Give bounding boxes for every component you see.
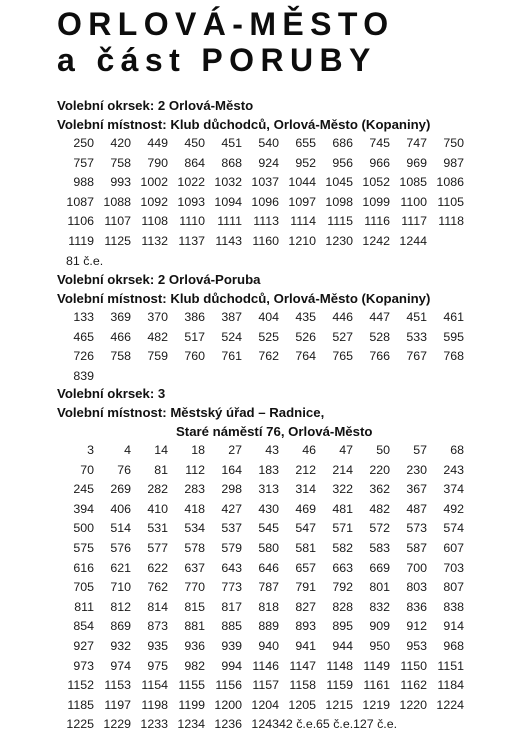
polling-room-heading: Volební místnost: Městský úřad – Radnice, bbox=[57, 405, 325, 420]
house-number: 1094 bbox=[214, 194, 242, 209]
house-number: 1156 bbox=[215, 678, 242, 693]
house-number: 1229 bbox=[103, 717, 131, 732]
house-number: 582 bbox=[332, 540, 353, 555]
house-number: 1044 bbox=[288, 175, 316, 190]
house-number: 220 bbox=[369, 462, 390, 477]
house-number: 993 bbox=[110, 175, 131, 190]
house-number: 524 bbox=[221, 329, 242, 344]
house-number: 607 bbox=[443, 540, 464, 555]
house-number: 790 bbox=[147, 155, 168, 170]
house-number: 710 bbox=[110, 580, 131, 595]
house-number: 1148 bbox=[326, 658, 353, 673]
house-number: 838 bbox=[443, 599, 464, 614]
house-number: 461 bbox=[443, 310, 464, 324]
house-number: 832 bbox=[369, 599, 390, 614]
house-number: 580 bbox=[258, 540, 279, 555]
house-number: 988 bbox=[73, 175, 94, 190]
house-number: 801 bbox=[369, 580, 390, 595]
house-number: 531 bbox=[147, 521, 168, 536]
house-number: 57 bbox=[413, 443, 427, 457]
house-number: 803 bbox=[406, 580, 427, 595]
house-number: 404 bbox=[258, 310, 279, 324]
house-number: 1052 bbox=[362, 175, 390, 190]
house-number: 807 bbox=[443, 580, 464, 595]
house-number: 762 bbox=[258, 349, 279, 364]
house-number: 792 bbox=[332, 580, 353, 595]
house-number: 622 bbox=[147, 560, 168, 575]
house-number: 1159 bbox=[326, 678, 353, 693]
house-number: 1110 bbox=[179, 214, 205, 229]
house-number: 1100 bbox=[400, 194, 427, 209]
house-number: 46 bbox=[302, 443, 316, 457]
house-number: 1117 bbox=[401, 214, 427, 229]
house-number: 1219 bbox=[362, 697, 390, 712]
house-number: 1143 bbox=[215, 233, 242, 248]
house-number: 1115 bbox=[327, 214, 353, 229]
house-number: 1002 bbox=[140, 175, 168, 190]
house-number: 969 bbox=[406, 155, 427, 170]
house-number: 966 bbox=[369, 155, 390, 170]
house-number: 450 bbox=[184, 136, 205, 150]
house-number: 578 bbox=[184, 540, 205, 555]
house-number: 637 bbox=[184, 560, 205, 575]
house-number: 245 bbox=[73, 482, 94, 497]
house-number: 817 bbox=[221, 599, 242, 614]
house-number: 1022 bbox=[177, 175, 205, 190]
house-number: 827 bbox=[295, 599, 316, 614]
house-number: 768 bbox=[443, 349, 464, 364]
house-number: 941 bbox=[295, 638, 316, 653]
house-number: 1210 bbox=[288, 233, 316, 248]
house-number: 367 bbox=[406, 482, 427, 497]
house-number: 1197 bbox=[104, 697, 131, 712]
house-number: 1098 bbox=[325, 194, 353, 209]
house-number: 646 bbox=[258, 560, 279, 575]
house-number: 952 bbox=[295, 155, 316, 170]
house-number: 571 bbox=[332, 521, 353, 536]
house-number: 1032 bbox=[214, 175, 242, 190]
house-number: 1230 bbox=[325, 233, 353, 248]
house-number: 410 bbox=[147, 501, 168, 516]
house-number: 703 bbox=[443, 560, 464, 575]
house-number: 760 bbox=[184, 349, 205, 364]
house-number: 869 bbox=[110, 619, 131, 634]
house-number: 250 bbox=[73, 136, 94, 150]
house-number: 528 bbox=[369, 329, 390, 344]
house-number: 465 bbox=[73, 329, 94, 344]
house-number: 1162 bbox=[400, 678, 427, 693]
house-number: 1099 bbox=[362, 194, 390, 209]
house-number: 394 bbox=[73, 501, 94, 516]
section-district-2-poruba bbox=[57, 270, 497, 386]
house-number: 581 bbox=[295, 540, 316, 555]
house-number: 314 bbox=[295, 482, 316, 497]
house-number: 1199 bbox=[178, 697, 205, 712]
house-number: 1111 bbox=[217, 214, 242, 229]
house-number: 924 bbox=[258, 155, 279, 170]
house-number: 1184 bbox=[437, 678, 464, 693]
house-number: 1234 bbox=[177, 717, 205, 732]
house-number: 469 bbox=[295, 501, 316, 516]
house-number: 1152 bbox=[67, 678, 94, 693]
house-number: 767 bbox=[406, 349, 427, 364]
house-number: 418 bbox=[184, 501, 205, 516]
house-number: 750 bbox=[443, 136, 464, 150]
house-number: 164 bbox=[221, 462, 242, 477]
house-number: 762 bbox=[147, 580, 168, 595]
house-number: 994 bbox=[221, 658, 242, 673]
house-number: 1113 bbox=[253, 214, 279, 229]
house-number: 968 bbox=[443, 638, 464, 653]
house-number: 1105 bbox=[437, 194, 464, 209]
house-number: 446 bbox=[332, 310, 353, 324]
page-title-line1: ORLOVÁ-MĚSTO bbox=[57, 6, 395, 42]
house-number: 362 bbox=[369, 482, 390, 497]
house-number: 369 bbox=[110, 310, 131, 324]
house-number: 973 bbox=[73, 658, 94, 673]
house-number: 1085 bbox=[399, 175, 427, 190]
polling-room-address: Staré náměstí 76, Orlová-Město bbox=[176, 424, 373, 439]
house-number: 451 bbox=[406, 310, 427, 324]
house-number: 758 bbox=[110, 349, 131, 364]
house-number: 1087 bbox=[66, 194, 94, 209]
house-number: 974 bbox=[110, 658, 131, 673]
district-heading: Volební okrsek: 3 bbox=[57, 386, 166, 401]
house-number: 1037 bbox=[251, 175, 279, 190]
house-number: 243 bbox=[443, 462, 464, 477]
house-number: 43 bbox=[265, 443, 279, 457]
house-number: 839 bbox=[73, 368, 94, 383]
house-number: 828 bbox=[332, 599, 353, 614]
house-number: 42 č.e. bbox=[279, 717, 317, 732]
house-number: 1045 bbox=[325, 175, 353, 190]
house-number: 587 bbox=[406, 540, 427, 555]
house-number: 1086 bbox=[436, 175, 464, 190]
house-number: 3 bbox=[87, 443, 94, 457]
house-number: 705 bbox=[73, 580, 94, 595]
house-number: 283 bbox=[184, 482, 205, 497]
house-number: 1116 bbox=[364, 214, 390, 229]
house-number: 545 bbox=[258, 521, 279, 536]
house-number: 573 bbox=[406, 521, 427, 536]
house-number: 868 bbox=[221, 155, 242, 170]
house-number: 893 bbox=[295, 619, 316, 634]
house-number: 466 bbox=[110, 329, 131, 344]
house-number: 70 bbox=[80, 462, 94, 477]
house-number: 1108 bbox=[141, 214, 168, 229]
house-number: 1137 bbox=[178, 233, 205, 248]
polling-room-heading: Volební místnost: Klub důchodců, Orlová-Město (Kopaniny) bbox=[57, 291, 431, 306]
house-number: 812 bbox=[110, 599, 131, 614]
house-number: 757 bbox=[73, 155, 94, 170]
house-number: 811 bbox=[74, 599, 94, 614]
house-number: 643 bbox=[221, 560, 242, 575]
house-number: 1096 bbox=[251, 194, 279, 209]
house-number: 4 bbox=[124, 443, 131, 457]
house-number: 864 bbox=[184, 155, 205, 170]
house-number: 940 bbox=[258, 638, 279, 653]
house-number: 655 bbox=[295, 136, 316, 150]
house-number: 726 bbox=[73, 349, 94, 364]
house-number: 657 bbox=[295, 560, 316, 575]
district-heading: Volební okrsek: 2 Orlová-Město bbox=[57, 98, 254, 113]
house-number: 14 bbox=[154, 443, 168, 457]
district-heading: Volební okrsek: 2 Orlová-Poruba bbox=[57, 272, 261, 287]
house-number: 514 bbox=[110, 521, 131, 536]
house-number: 889 bbox=[258, 619, 279, 634]
house-number: 621 bbox=[110, 560, 131, 575]
house-number: 770 bbox=[184, 580, 205, 595]
house-number: 1200 bbox=[214, 697, 242, 712]
house-number: 1160 bbox=[252, 233, 279, 248]
house-number: 745 bbox=[369, 136, 390, 150]
house-number: 127 č.e. bbox=[353, 717, 398, 732]
house-number: 1088 bbox=[103, 194, 131, 209]
house-number: 912 bbox=[406, 619, 427, 634]
house-number: 579 bbox=[221, 540, 242, 555]
house-number: 873 bbox=[147, 619, 168, 634]
house-number: 663 bbox=[332, 560, 353, 575]
house-number: 935 bbox=[147, 638, 168, 653]
section-district-3 bbox=[57, 384, 497, 735]
house-number: 583 bbox=[369, 540, 390, 555]
house-number: 430 bbox=[258, 501, 279, 516]
page-title-line2: a část PORUBY bbox=[57, 42, 377, 78]
house-number: 1236 bbox=[214, 717, 242, 732]
house-number: 1158 bbox=[289, 678, 316, 693]
house-number: 1150 bbox=[400, 658, 427, 673]
house-number: 374 bbox=[443, 482, 464, 497]
house-number: 575 bbox=[73, 540, 94, 555]
house-number: 81 bbox=[154, 462, 168, 477]
house-number: 500 bbox=[73, 521, 94, 536]
house-number: 939 bbox=[221, 638, 242, 653]
house-number: 527 bbox=[332, 329, 353, 344]
house-number-grid bbox=[57, 441, 497, 735]
house-number: 1157 bbox=[252, 678, 279, 693]
house-number: 909 bbox=[369, 619, 390, 634]
house-number: 1132 bbox=[141, 233, 168, 248]
house-number: 574 bbox=[443, 521, 464, 536]
house-number: 1106 bbox=[67, 214, 94, 229]
house-number: 517 bbox=[184, 329, 205, 344]
house-number: 1224 bbox=[436, 697, 464, 712]
house-number: 183 bbox=[258, 462, 279, 477]
house-number: 547 bbox=[295, 521, 316, 536]
house-number: 112 bbox=[185, 462, 205, 477]
house-number-grid bbox=[57, 308, 497, 386]
house-number: 449 bbox=[147, 136, 168, 150]
house-number: 1155 bbox=[178, 678, 205, 693]
house-number: 298 bbox=[221, 482, 242, 497]
house-number: 487 bbox=[406, 501, 427, 516]
house-number: 669 bbox=[369, 560, 390, 575]
house-number: 595 bbox=[443, 329, 464, 344]
house-number: 1215 bbox=[325, 697, 353, 712]
house-number: 836 bbox=[406, 599, 427, 614]
house-number: 65 č.e. bbox=[316, 717, 354, 732]
house-number: 1244 bbox=[399, 233, 427, 248]
house-number: 764 bbox=[295, 349, 316, 364]
house-number: 269 bbox=[110, 482, 131, 497]
house-number: 982 bbox=[184, 658, 205, 673]
polling-room-heading: Volební místnost: Klub důchodců, Orlová-Město (Kopaniny) bbox=[57, 117, 431, 132]
house-number: 956 bbox=[332, 155, 353, 170]
house-number: 406 bbox=[110, 501, 131, 516]
house-number: 895 bbox=[332, 619, 353, 634]
house-number: 791 bbox=[295, 580, 316, 595]
house-number: 492 bbox=[443, 501, 464, 516]
house-number: 322 bbox=[332, 482, 353, 497]
house-number: 1205 bbox=[288, 697, 316, 712]
house-number: 47 bbox=[339, 443, 353, 457]
house-number: 1225 bbox=[66, 717, 94, 732]
house-number: 758 bbox=[110, 155, 131, 170]
house-number: 700 bbox=[406, 560, 427, 575]
house-number: 1204 bbox=[251, 697, 279, 712]
house-number: 944 bbox=[332, 638, 353, 653]
house-number: 387 bbox=[221, 310, 242, 324]
house-number: 526 bbox=[295, 329, 316, 344]
house-number: 686 bbox=[332, 136, 353, 150]
house-number: 576 bbox=[110, 540, 131, 555]
house-number: 773 bbox=[221, 580, 242, 595]
house-number: 427 bbox=[221, 501, 242, 516]
house-number: 1242 bbox=[362, 233, 390, 248]
house-number: 932 bbox=[110, 638, 131, 653]
house-number: 420 bbox=[110, 136, 131, 150]
house-number: 76 bbox=[117, 462, 131, 477]
house-number: 1146 bbox=[252, 658, 279, 673]
house-number: 1149 bbox=[363, 658, 390, 673]
house-number: 68 bbox=[450, 443, 464, 457]
house-number: 1243 bbox=[251, 717, 279, 732]
house-number: 1198 bbox=[141, 697, 168, 712]
house-number: 212 bbox=[295, 462, 316, 477]
house-number: 616 bbox=[73, 560, 94, 575]
house-number: 787 bbox=[258, 580, 279, 595]
house-number: 1118 bbox=[438, 214, 464, 229]
house-number: 133 bbox=[73, 310, 94, 324]
house-number: 1161 bbox=[363, 678, 390, 693]
house-number: 1220 bbox=[399, 697, 427, 712]
house-number: 1092 bbox=[140, 194, 168, 209]
house-number: 370 bbox=[147, 310, 168, 324]
house-number: 1233 bbox=[140, 717, 168, 732]
house-number: 50 bbox=[376, 443, 390, 457]
house-number: 534 bbox=[184, 521, 205, 536]
house-number: 766 bbox=[369, 349, 390, 364]
house-number: 27 bbox=[228, 443, 242, 457]
house-number: 214 bbox=[332, 462, 353, 477]
house-number: 525 bbox=[258, 329, 279, 344]
house-number: 885 bbox=[221, 619, 242, 634]
house-number: 1093 bbox=[177, 194, 205, 209]
house-number: 975 bbox=[147, 658, 168, 673]
house-number: 447 bbox=[369, 310, 390, 324]
house-number: 1114 bbox=[290, 214, 316, 229]
house-number: 482 bbox=[369, 501, 390, 516]
house-number: 765 bbox=[332, 349, 353, 364]
house-number: 953 bbox=[406, 638, 427, 653]
house-number: 533 bbox=[406, 329, 427, 344]
house-number: 1185 bbox=[67, 697, 94, 712]
house-number: 482 bbox=[147, 329, 168, 344]
house-number: 815 bbox=[184, 599, 205, 614]
house-number: 230 bbox=[406, 462, 427, 477]
house-number: 282 bbox=[147, 482, 168, 497]
house-number: 572 bbox=[369, 521, 390, 536]
house-number: 577 bbox=[147, 540, 168, 555]
house-number: 451 bbox=[221, 136, 242, 150]
house-number: 950 bbox=[369, 638, 390, 653]
house-number: 1119 bbox=[68, 233, 94, 248]
house-number: 1151 bbox=[437, 658, 464, 673]
section-district-2-mesto bbox=[57, 96, 497, 271]
house-number-grid bbox=[57, 134, 497, 271]
house-number: 1153 bbox=[104, 678, 131, 693]
house-number: 1154 bbox=[141, 678, 168, 693]
evidence-number-count: 81 č.e. bbox=[66, 253, 104, 268]
house-number: 18 bbox=[191, 443, 205, 457]
house-number: 540 bbox=[258, 136, 279, 150]
house-number: 854 bbox=[73, 619, 94, 634]
house-number: 818 bbox=[258, 599, 279, 614]
house-number: 481 bbox=[332, 501, 353, 516]
house-number: 435 bbox=[295, 310, 316, 324]
house-number: 1125 bbox=[104, 233, 131, 248]
house-number: 1147 bbox=[289, 658, 316, 673]
house-number: 1107 bbox=[104, 214, 131, 229]
house-number: 927 bbox=[73, 638, 94, 653]
house-number: 936 bbox=[184, 638, 205, 653]
house-number: 914 bbox=[443, 619, 464, 634]
house-number: 747 bbox=[406, 136, 427, 150]
house-number: 759 bbox=[147, 349, 168, 364]
house-number: 1097 bbox=[288, 194, 316, 209]
house-number: 761 bbox=[221, 349, 242, 364]
house-number: 881 bbox=[184, 619, 205, 634]
house-number: 537 bbox=[221, 521, 242, 536]
house-number: 386 bbox=[184, 310, 205, 324]
house-number: 814 bbox=[147, 599, 168, 614]
house-number: 987 bbox=[443, 155, 464, 170]
house-number: 313 bbox=[258, 482, 279, 497]
